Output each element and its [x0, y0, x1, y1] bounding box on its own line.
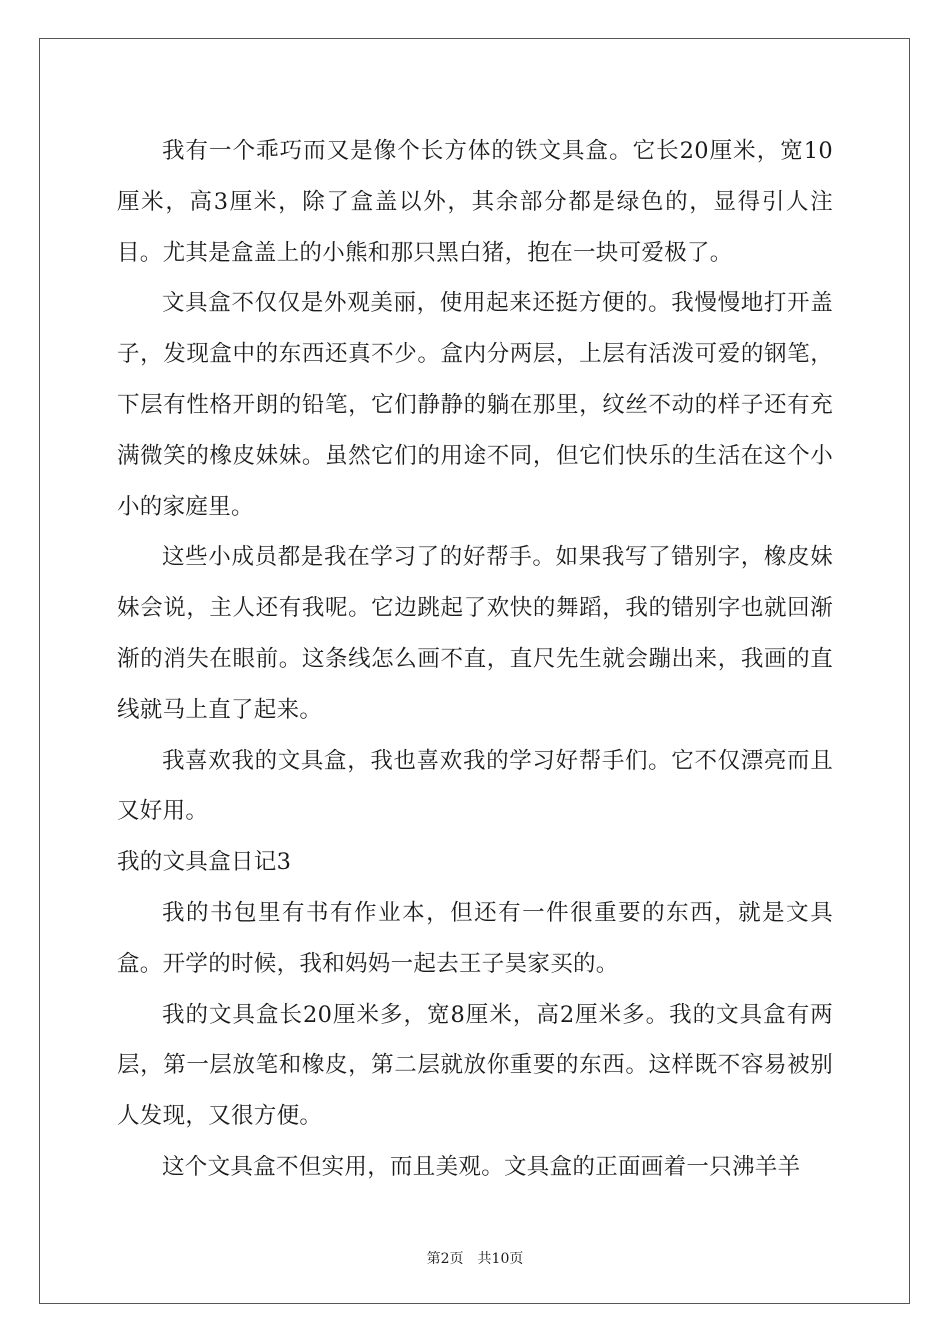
document-body: [117, 126, 833, 1193]
page-count: 共10页: [477, 1251, 524, 1267]
paragraph: 这个文具盒不但实用，而且美观。文具盒的正面画着一只沸羊羊: [162, 1153, 801, 1180]
page-footer: [0, 1248, 950, 1268]
paragraph: 我的书包里有书有作业本，但还有一件很重要的东西，就是文具盒。开学的时候，我和妈妈一起去王子昊家买的。: [117, 899, 833, 977]
paragraph: 我的文具盒长20厘米多，宽8厘米，高2厘米多。我的文具盒有两层，第一层放笔和橡皮，第二层就放你重要的东西。这样既不容易被别人发现，又很方便。: [117, 1001, 833, 1130]
paragraph: 这些小成员都是我在学习了的好帮手。如果我写了错别字，橡皮妹妹会说，主人还有我呢。它边跳起了欢快的舞蹈，我的错别字也就回渐渐的消失在眼前。这条线怎么画不直，直尺先生就会蹦出来，我画的直线就马上直了起来。: [117, 544, 833, 723]
paragraph: 我有一个乖巧而又是像个长方体的铁文具盒。它长20厘米，宽10厘米，高3厘米，除了盒盖以外，其余部分都是绿色的，显得引人注目。尤其是盒盖上的小熊和那只黑白猪，抱在一块可爱极了。: [117, 138, 833, 266]
page-number: 第2页: [426, 1251, 464, 1267]
paragraph: 文具盒不仅仅是外观美丽，使用起来还挺方便的。我慢慢地打开盖子，发现盒中的东西还真不少。盒内分两层，上层有活泼可爱的钢笔，下层有性格开朗的铅笔，它们静静的躺在那里，纹丝不动的样子还有充满微笑的橡皮妹妹。虽然它们的用途不同，但它们快乐的生活在这个小小的家庭里。: [117, 290, 833, 520]
paragraph: 我喜欢我的文具盒，我也喜欢我的学习好帮手们。它不仅漂亮而且又好用。: [117, 747, 833, 825]
section-heading: 我的文具盒日记3: [117, 849, 292, 876]
